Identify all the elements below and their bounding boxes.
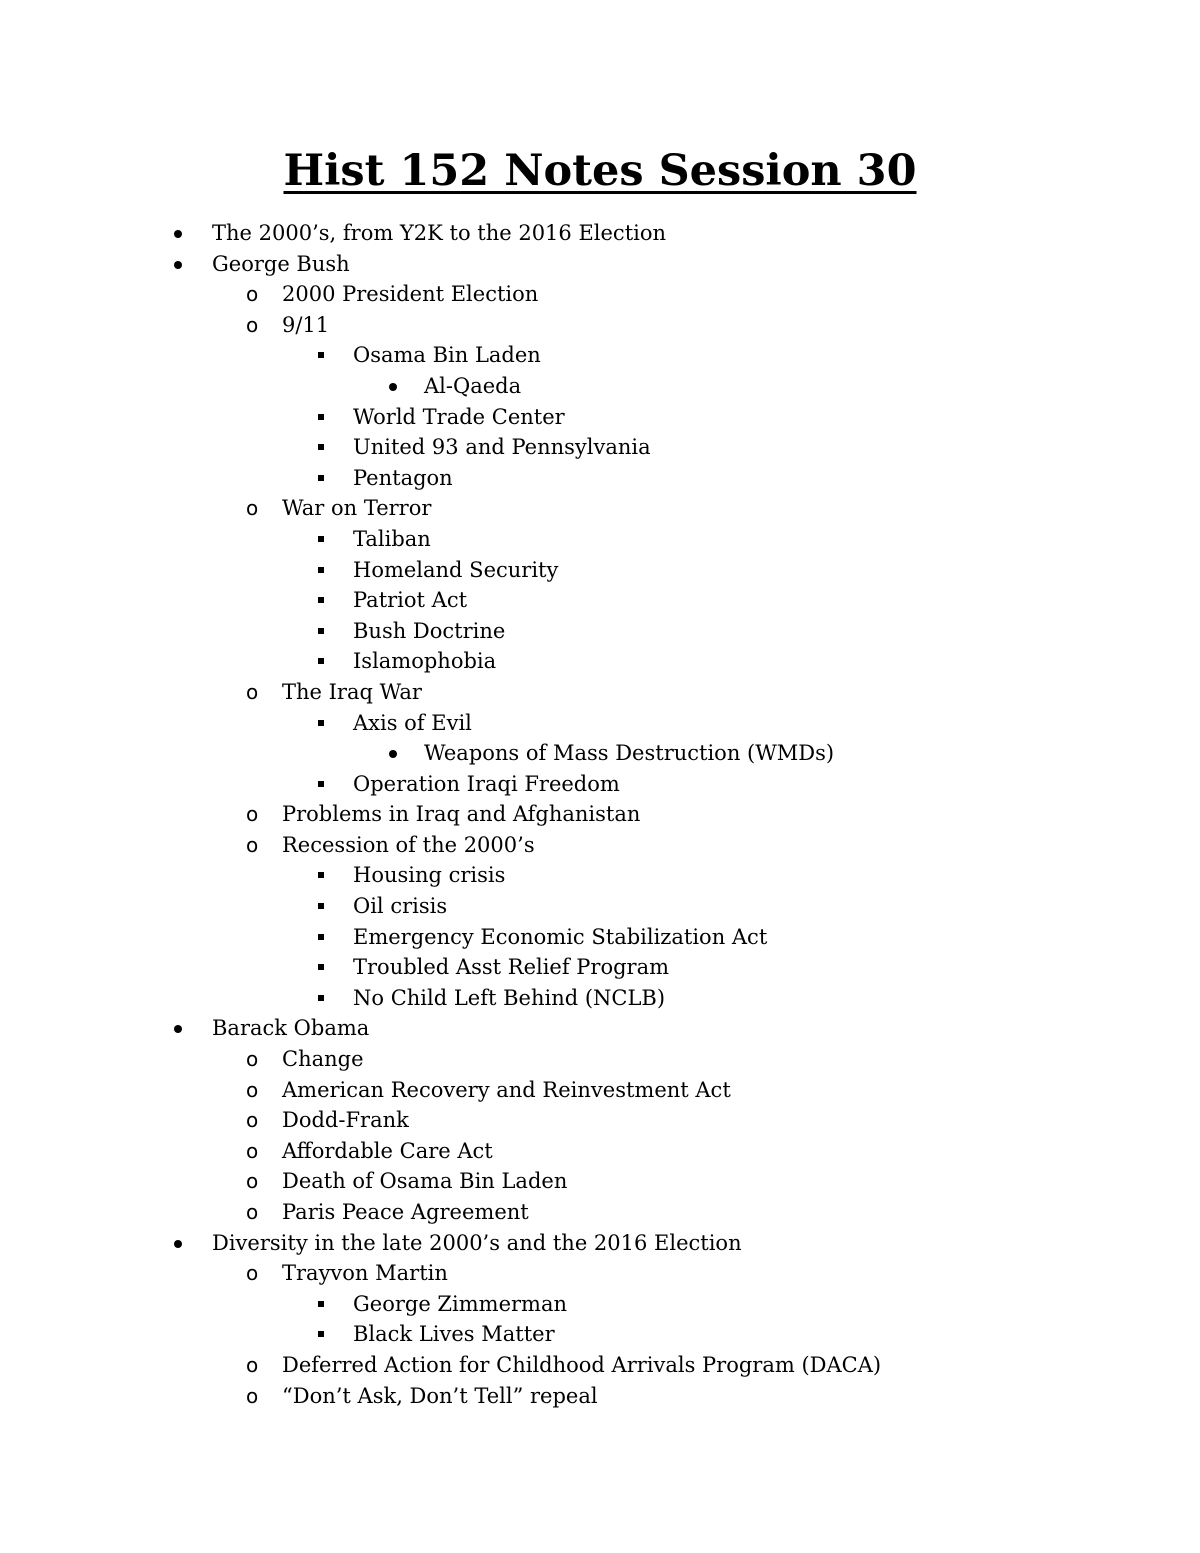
outline-item-text: No Child Left Behind (NCLB) [353,985,666,1010]
outline-item-text: George Bush [212,251,350,276]
bullet-square-icon [318,628,324,634]
bullet-circle-icon: o [246,802,259,827]
outline-item-level-2 [0,1350,1200,1381]
outline-item-text: Taliban [353,526,431,551]
outline-item-level-3 [0,860,1200,891]
outline-item-text: Operation Iraqi Freedom [353,771,620,796]
bullet-circle-icon: o [246,1200,259,1224]
outline-item-level-1 [0,218,1200,249]
outline-item-text: War on Terror [282,496,432,521]
outline-item-text: United 93 and Pennsylvania [353,435,651,460]
bullet-square-icon [318,720,324,726]
outline-item-level-4 [0,371,1200,402]
outline-item-text: Problems in Iraq and Afghanistan [282,802,641,827]
outline-item-level-2 [0,677,1200,708]
bullet-dot-icon [389,383,397,391]
outline-item-level-3 [0,952,1200,983]
outline-item-level-3 [0,402,1200,433]
outline-item-text: Dodd-Frank [282,1108,409,1133]
notes-outline [0,218,1200,1411]
outline-item-text: Osama Bin Laden [353,343,541,368]
bullet-dot-icon [174,261,182,269]
bullet-square-icon [318,444,324,450]
outline-item-text: Bush Doctrine [353,618,506,643]
outline-item-text: Diversity in the late 2000’s and the 2016 Election [212,1230,742,1255]
bullet-circle-icon: o [246,1108,259,1133]
outline-item-text: Recession of the 2000’s [282,832,535,857]
outline-item-level-2 [0,1044,1200,1075]
outline-item-text: Death of Osama Bin Laden [282,1169,568,1194]
outline-item-text: Homeland Security [353,557,559,582]
bullet-circle-icon: o [246,312,259,337]
outline-item-text: Axis of Evil [353,710,472,735]
outline-item-text: Emergency Economic Stabilization Act [353,924,768,949]
outline-item-text: Affordable Care Act [282,1138,493,1163]
outline-item-level-1 [0,249,1200,280]
outline-item-text: Pentagon [353,465,453,490]
bullet-circle-icon: o [246,832,259,857]
outline-item-level-3 [0,891,1200,922]
bullet-square-icon [318,658,324,664]
bullet-square-icon [318,1301,324,1307]
outline-item-level-2 [0,1075,1200,1106]
outline-item-text: World Trade Center [353,404,565,429]
outline-item-text: Housing crisis [353,863,506,888]
outline-item-level-2 [0,1381,1200,1412]
bullet-square-icon [318,903,324,909]
outline-item-level-2 [0,830,1200,861]
bullet-circle-icon: o [246,679,259,704]
outline-item-level-3 [0,1289,1200,1320]
outline-item-text: “Don’t Ask, Don’t Tell” repeal [282,1383,598,1408]
outline-item-level-2 [0,1197,1200,1228]
bullet-square-icon [318,352,324,358]
outline-item-level-3 [0,922,1200,953]
outline-item-level-4 [0,738,1200,769]
bullet-square-icon [318,964,324,970]
outline-item-level-3 [0,983,1200,1014]
outline-item-level-3 [0,769,1200,800]
outline-item-text: 9/11 [282,312,330,337]
outline-item-text: American Recovery and Reinvestment Act [282,1077,731,1102]
bullet-circle-icon: o [246,1352,259,1377]
outline-item-level-3 [0,616,1200,647]
outline-item-text: Patriot Act [353,588,468,613]
outline-item-level-2 [0,279,1200,310]
bullet-dot-icon [174,1240,182,1248]
outline-item-text: Weapons of Mass Destruction (WMDs) [424,741,835,766]
bullet-square-icon [318,934,324,940]
outline-item-level-2 [0,799,1200,830]
outline-item-level-3 [0,555,1200,586]
outline-item-text: 2000 President Election [282,282,539,307]
outline-item-level-2 [0,1258,1200,1289]
outline-item-level-1 [0,1013,1200,1044]
bullet-circle-icon: o [246,1138,259,1163]
bullet-square-icon [318,475,324,481]
outline-item-text: Paris Peace Agreement [282,1200,529,1224]
outline-item-level-3 [0,340,1200,371]
outline-item-level-3 [0,463,1200,494]
bullet-square-icon [318,567,324,573]
outline-item-level-3 [0,585,1200,616]
bullet-dot-icon [174,230,182,238]
outline-item-text: Troubled Asst Relief Program [353,955,670,980]
bullet-circle-icon: o [246,1047,259,1072]
outline-item-level-3 [0,432,1200,463]
outline-item-level-2 [0,493,1200,524]
outline-item-text: Black Lives Matter [353,1322,555,1347]
bullet-square-icon [318,872,324,878]
outline-item-text: George Zimmerman [353,1291,567,1316]
outline-item-level-3 [0,646,1200,677]
outline-item-level-3 [0,708,1200,739]
outline-item-text: Oil crisis [353,894,448,919]
outline-item-level-2 [0,1136,1200,1167]
bullet-circle-icon: o [246,496,259,521]
outline-item-text: Trayvon Martin [282,1261,448,1286]
bullet-circle-icon: o [246,1169,259,1194]
outline-item-text: Change [282,1047,364,1072]
bullet-square-icon [318,597,324,603]
outline-item-text: Islamophobia [353,649,497,674]
outline-item-text: Al-Qaeda [424,373,522,398]
bullet-square-icon [318,781,324,787]
bullet-dot-icon [389,750,397,758]
outline-item-level-3 [0,524,1200,555]
outline-item-level-2 [0,1166,1200,1197]
page-title [0,140,1200,202]
bullet-square-icon [318,414,324,420]
outline-item-level-2 [0,310,1200,341]
page-title-text: Hist 152 Notes Session 30 [283,146,917,196]
bullet-dot-icon [174,1025,182,1033]
bullet-circle-icon: o [246,1383,259,1408]
bullet-circle-icon: o [246,282,259,307]
outline-item-level-2 [0,1105,1200,1136]
outline-item-level-1 [0,1228,1200,1259]
bullet-circle-icon: o [246,1077,259,1102]
outline-item-level-3 [0,1319,1200,1350]
bullet-square-icon [318,995,324,1001]
bullet-circle-icon: o [246,1261,259,1286]
outline-item-text: Deferred Action for Childhood Arrivals Program (DACA) [282,1352,882,1377]
outline-item-text: The 2000’s, from Y2K to the 2016 Election [212,221,667,245]
bullet-square-icon [318,536,324,542]
outline-item-text: Barack Obama [212,1016,370,1041]
outline-item-text: The Iraq War [282,679,422,704]
bullet-square-icon [318,1331,324,1337]
